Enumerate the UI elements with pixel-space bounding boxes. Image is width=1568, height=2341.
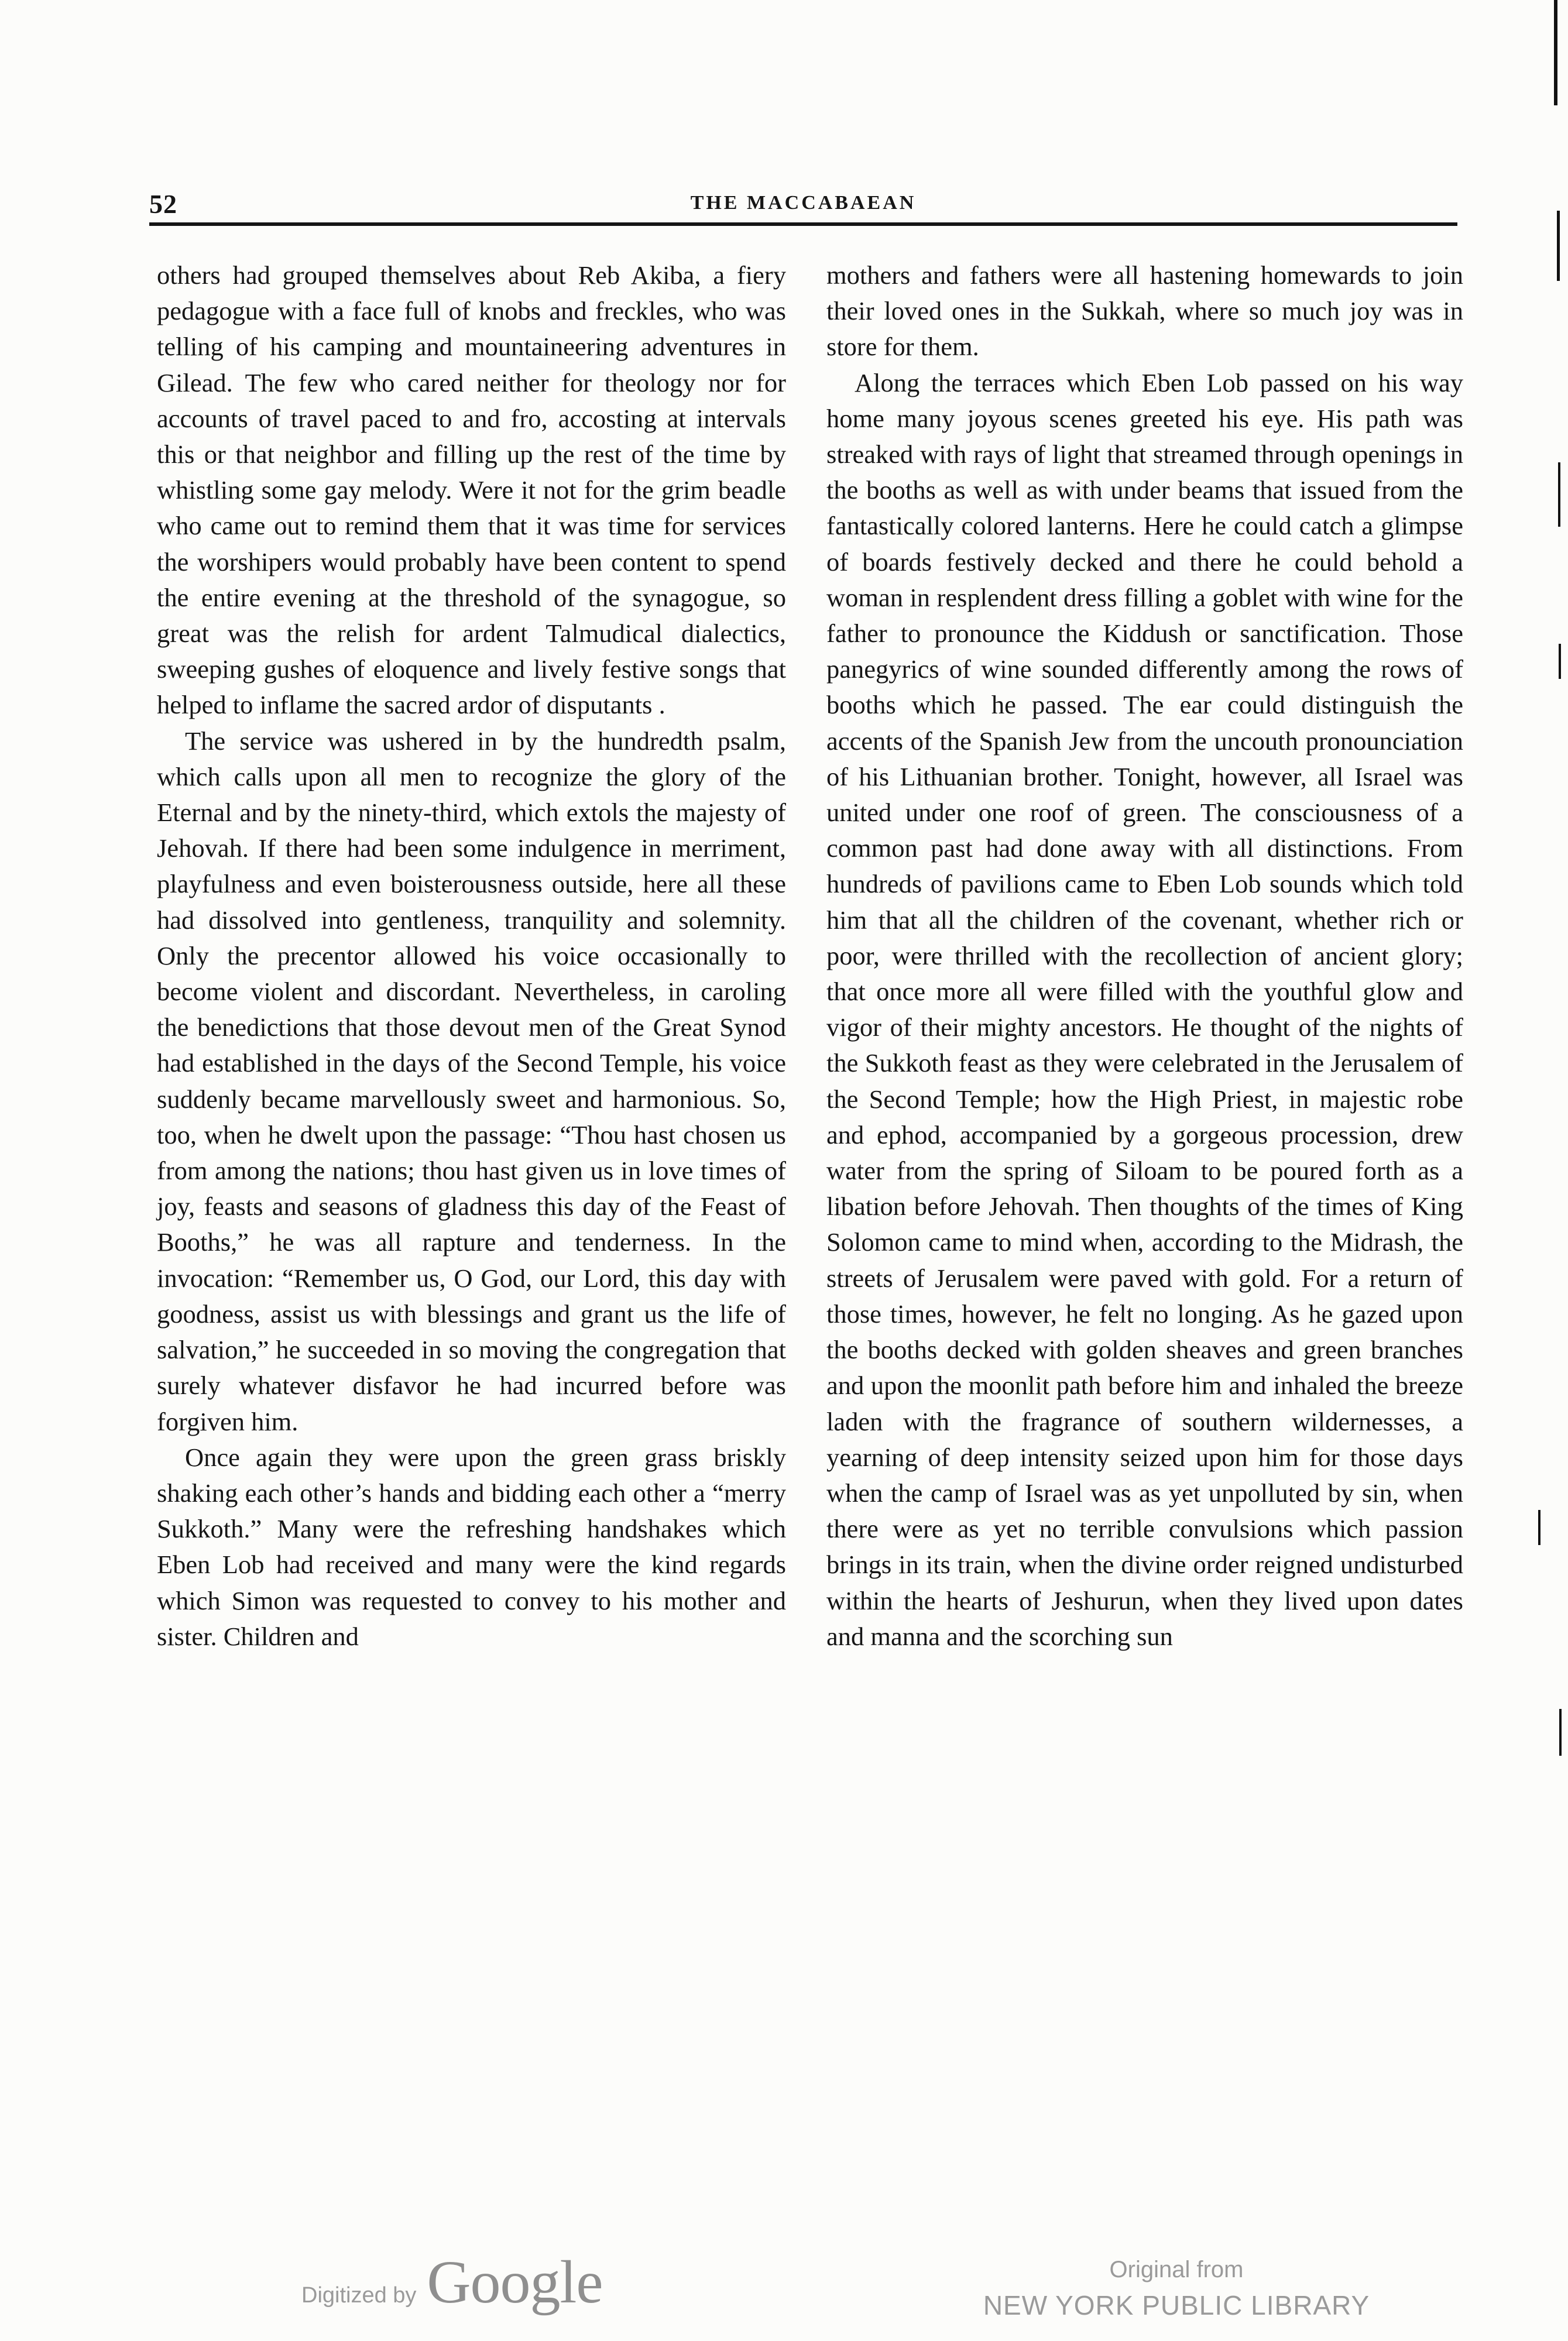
header-rule bbox=[149, 222, 1457, 226]
right-column bbox=[826, 258, 1463, 1655]
scan-edge-mark bbox=[1538, 1510, 1540, 1545]
scan-edge-mark bbox=[1557, 211, 1560, 281]
scan-edge-mark bbox=[1554, 0, 1557, 105]
left-paragraph-2: The service was ushered in by the hundredth psalm, which calls upon all men to recognize the glory of the Eternal and by the ninety-third, which extols the majesty of Jehovah. If there had been some indulgence in merriment, playfulness and even boisterousness outside, here all these had dissolved into gentleness, tranquility and solemnity. Only the precentor allowed his voice occasionally to become violent and discordant. Nevertheless, in caroling the benedictions that those devout men of the Great Synod had established in the days of the Second Temple, his voice suddenly became marvellously sweet and harmonious. So, too, when he dwelt upon the passage: “Thou hast chosen us from among the nations; thou hast given us in love times of joy, feasts and seasons of gladness this day of the Feast of Booths,” he was all rapture and tenderness. In the invocation: “Remember us, O God, our Lord, this day with goodness, assist us with blessings and grant us the life of salvation,” he succeeded in so moving the congregation that surely whatever disfavor he had incurred before was forgiven him. bbox=[157, 726, 786, 1436]
digitized-by-watermark bbox=[301, 2247, 603, 2323]
scan-edge-mark bbox=[1559, 1709, 1562, 1756]
library-name: NEW YORK PUBLIC LIBRARY bbox=[983, 2290, 1370, 2321]
page-header bbox=[149, 188, 1457, 224]
left-paragraph-3: Once again they were upon the green grass briskly shaking each other’s hands and bidding each other a “merry Sukkoth.” Many were the refreshing handshakes which Eben Lob had received and many were the kind regards which Simon was requested to convey to his mother and sister. Children and bbox=[157, 1442, 786, 1651]
page-number: 52 bbox=[149, 189, 177, 219]
running-head: THE MACCABAEAN bbox=[690, 192, 917, 214]
digitized-by-label: Digitized by bbox=[301, 2283, 417, 2308]
google-logo: Google bbox=[427, 2249, 603, 2316]
original-from-label: Original from bbox=[1109, 2257, 1244, 2282]
right-paragraph-2: Along the terraces which Eben Lob passed on his way home many joyous scenes greeted his eye. His path was streaked with rays of light that streamed through openings in the booths as well as with under beams that issued from the fantastically colored lanterns. Here he could catch a glimpse of boards festively decked and there he could behold a woman in resplendent dress filling a goblet with wine for the father to pronounce the Kiddush or sanctification. Those panegyrics of wine sounded differently among the rows of booths which he passed. The ear could distinguish the accents of the Spanish Jew from the uncouth pronounciation of his Lithuanian brother. Tonight, however, all Israel was united under one roof of green. The consciousness of a common past had done away with all distinctions. From hundreds of pavilions came to Eben Lob sounds which told him that all the children of the covenant, whether rich or poor, were thrilled with the recollection of ancient glory; that once more all were filled with the youthful glow and vigor of their mighty ancestors. He thought of the nights of the Sukkoth feast as they were celebrated in the Jerusalem of the Second Temple; how the High Priest, in majestic robe and ephod, accompanied by a gorgeous procession, drew water from the spring of Siloam to be poured forth as a libation before Jehovah. Then thoughts of the times of King Solomon came to mind when, according to the Midrash, the streets of Jerusalem were paved with gold. For a return of those times, however, he felt no longing. As he gazed upon the booths decked with golden sheaves and green branches and upon the moonlit path before him and inhaled the breeze laden with the fragrance of southern wildernesses, a yearning of deep intensity seized upon him for those days when the camp of Israel was as yet unpolluted by sin, when there were as yet no terrible convulsions which passion brings in its train, when the divine order reigned undisturbed within the hearts of Jeshurun, when they lived upon dates and manna and the scorching sun bbox=[826, 368, 1463, 1651]
source-library-watermark bbox=[878, 2253, 1475, 2325]
scan-edge-mark bbox=[1559, 644, 1561, 679]
scan-edge-mark bbox=[1558, 462, 1560, 527]
right-paragraph-1: mothers and fathers were all hastening homewards to join their loved ones in the Sukkah, where so much joy was in store for them. bbox=[826, 260, 1463, 362]
left-paragraph-1: others had grouped themselves about Reb Akiba, a fiery pedagogue with a face full of knobs and freckles, who was telling of his camping and mountaineering adventures in Gilead. The few who cared neither for theology nor for accounts of travel paced to and fro, accosting at intervals this or that neighbor and filling up the rest of the time by whistling some gay melody. Were it not for the grim beadle who came out to remind them that it was time for services the worshipers would probably have been content to spend the entire evening at the threshold of the synagogue, so great was the relish for ardent Talmudical dialectics, sweeping gushes of eloquence and lively festive songs that helped to inflame the sacred ardor of disputants . bbox=[157, 260, 786, 720]
left-column bbox=[157, 258, 786, 1655]
